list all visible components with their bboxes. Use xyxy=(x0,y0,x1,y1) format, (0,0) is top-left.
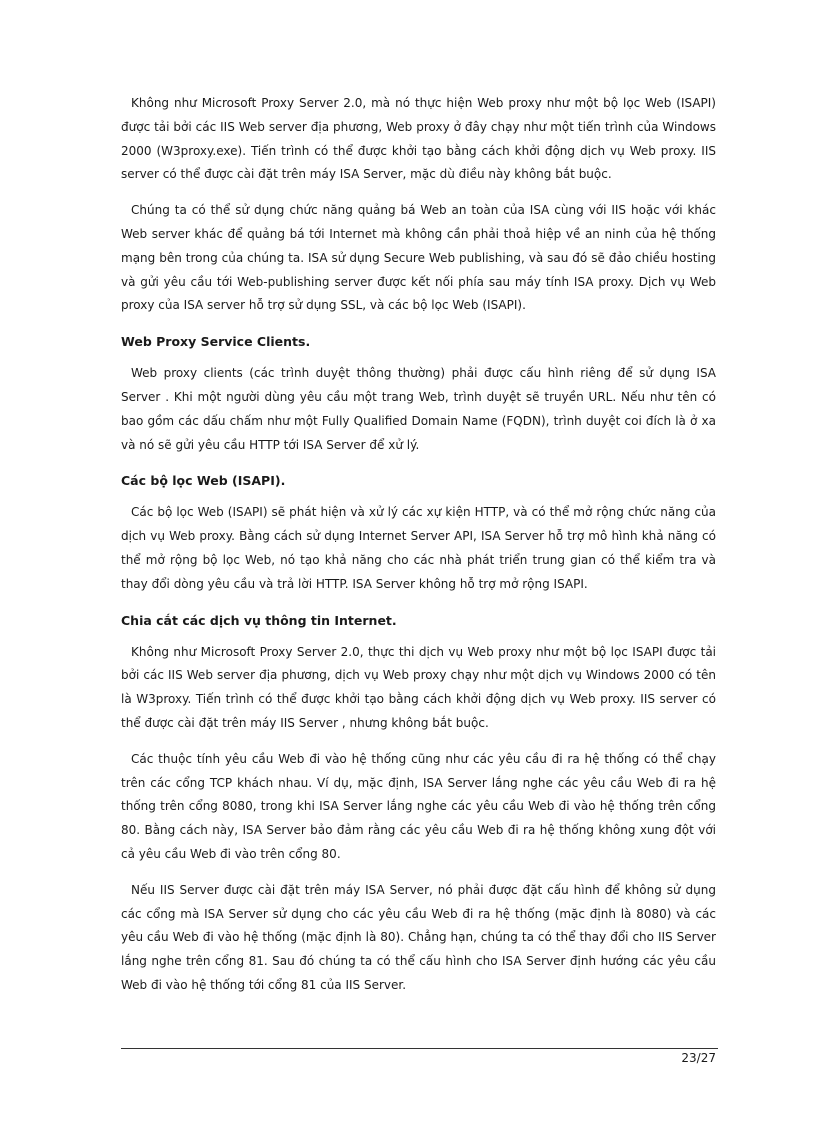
section-heading: Chia cắt các dịch vụ thông tin Internet. xyxy=(121,612,397,628)
paragraph: Các thuộc tính yêu cầu Web đi vào hệ thống cũng như các yêu cầu đi ra hệ thống có thể chạy trên các cổng TCP khách nhau. Ví dụ, mặc định, ISA Server lắng nghe các yêu cầu Web đi ra hệ thống trên cổng 8080, trong khi ISA Server lắng nghe các yêu cầu Web đi vào hệ thống trên cổng 80. Bằng cách này, ISA Server bảo đảm rằng các yêu cầu Web đi ra hệ thống không xung đột với cả yêu cầu Web đi vào trên cổng 80. xyxy=(121,751,716,861)
section-heading: Các bộ lọc Web (ISAPI). xyxy=(121,473,286,489)
paragraph: Nếu IIS Server được cài đặt trên máy ISA Server, nó phải được đặt cấu hình để không sử dụng các cổng mà ISA Server sử dụng cho các yêu cầu Web đi ra hệ thống (mặc định là 8080) và các yêu cầu Web đi vào hệ thống (mặc định là 80). Chẳng hạn, chúng ta có thể thay đổi cho IIS Server lắng nghe trên cổng 81. Sau đó chúng ta có thể cấu hình cho ISA Server định hướng các yêu cầu Web đi vào hệ thống tới cổng 81 của IIS Server. xyxy=(121,882,716,992)
document-body xyxy=(121,92,716,1010)
paragraph: Không như Microsoft Proxy Server 2.0, thực thi dịch vụ Web proxy như một bộ lọc ISAPI được tải bởi các IIS Web server địa phương, dịch vụ Web proxy chạy như một dịch vụ Windows 2000 có tên là W3proxy. Tiến trình có thể được khởi tạo bằng cách khởi động dịch vụ Web proxy. IIS server có thể được cài đặt trên máy IIS Server , nhưng không bắt buộc. xyxy=(121,644,716,730)
paragraph: Chúng ta có thể sử dụng chức năng quảng bá Web an toàn của ISA cùng với IIS hoặc với khác Web server khác để quảng bá tới Internet mà không cần phải thoả hiệp về an ninh của hệ thống mạng bên trong của chúng ta. ISA sử dụng Secure Web publishing, và sau đó sẽ đảo chiều hosting và gửi yêu cầu tới Web-publishing server được kết nối phía sau máy tính ISA proxy. Dịch vụ Web proxy của ISA server hỗ trợ sử dụng SSL, và các bộ lọc Web (ISAPI). xyxy=(121,203,716,313)
paragraph: Các bộ lọc Web (ISAPI) sẽ phát hiện và xử lý các xự kiện HTTP, và có thể mở rộng chức năng của dịch vụ Web proxy. Bằng cách sử dụng Internet Server API, ISA Server hỗ trợ mô hình khả năng có thể mở rộng bộ lọc Web, nó tạo khả năng cho các nhà phát triển trung gian có thể kiểm tra và thay đổi dòng yêu cầu và trả lời HTTP. ISA Server không hỗ trợ mở rộng ISAPI. xyxy=(121,505,716,591)
paragraph: Không như Microsoft Proxy Server 2.0, mà nó thực hiện Web proxy như một bộ lọc Web (ISAPI) được tải bởi các IIS Web server địa phương, Web proxy ở đây chạy như một tiến trình của Windows 2000 (W3proxy.exe). Tiến trình có thể được khởi tạo bằng cách khởi động dịch vụ Web proxy. IIS server có thể được cài đặt trên máy ISA Server, mặc dù điều này không bắt buộc. xyxy=(121,96,716,182)
paragraph: Web proxy clients (các trình duyệt thông thường) phải được cấu hình riêng để sử dụng ISA Server . Khi một người dùng yêu cầu một trang Web, trình duyệt sẽ truyền URL. Nếu như tên có bao gồm các dấu chấm như một Fully Qualified Domain Name (FQDN), trình duyệt coi đích là ở xa và nó sẽ gửi yêu cầu HTTP tới ISA Server để xử lý. xyxy=(121,366,716,452)
section-heading: Web Proxy Service Clients. xyxy=(121,334,311,350)
footer-divider xyxy=(121,1048,718,1049)
page-number: 23/27 xyxy=(681,1051,716,1065)
